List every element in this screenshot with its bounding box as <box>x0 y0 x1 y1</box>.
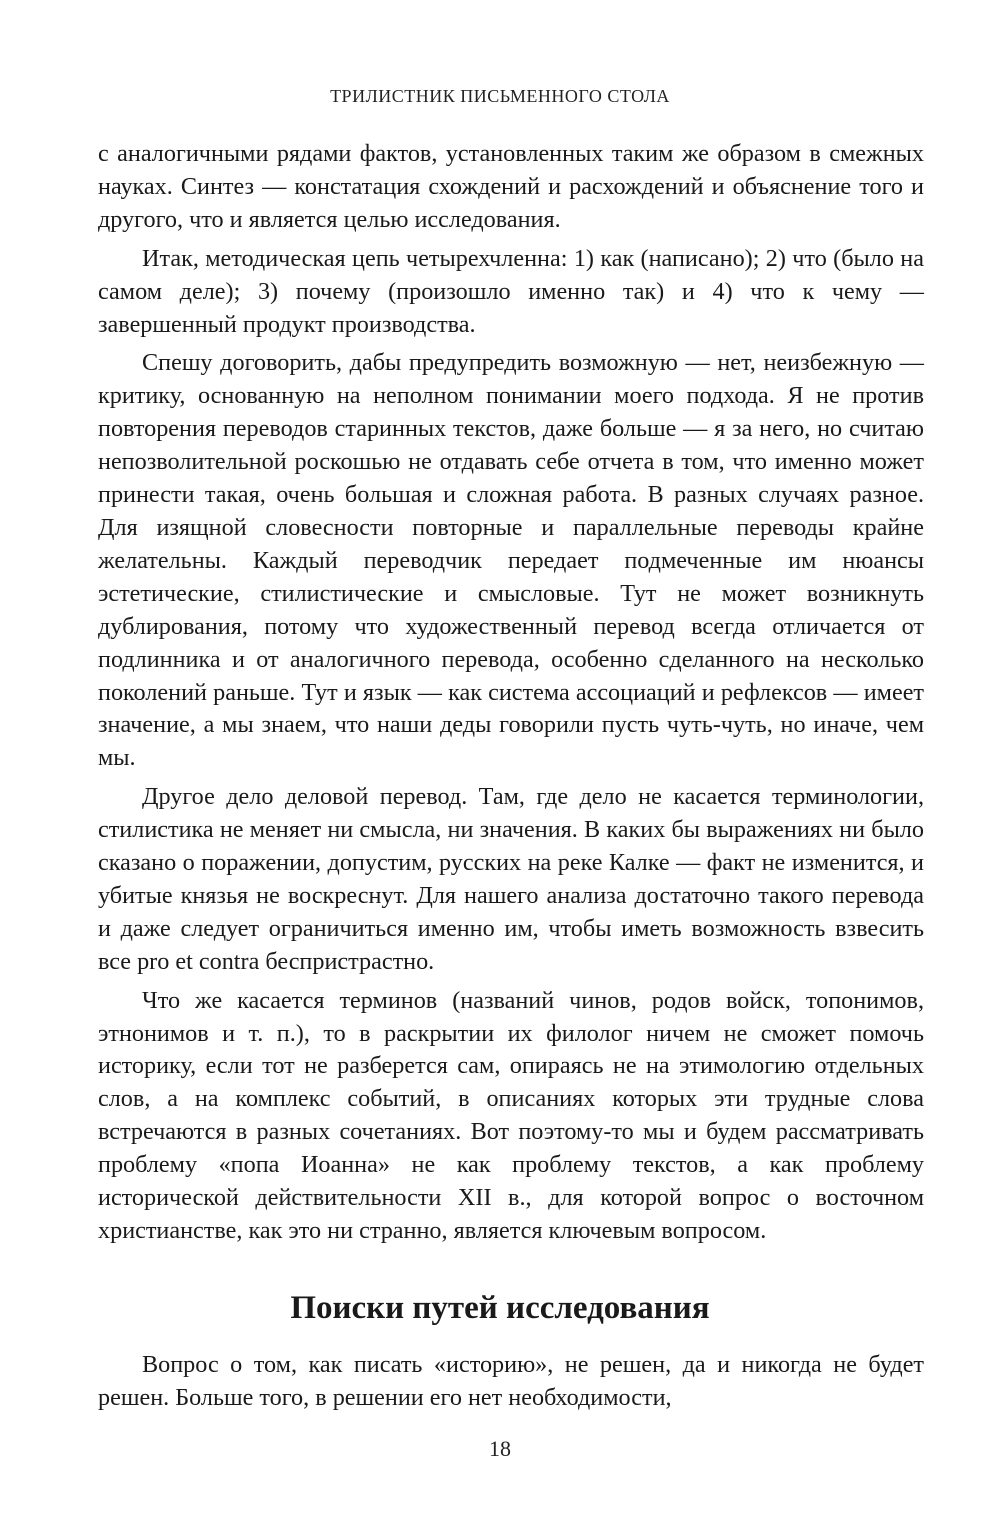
paragraph-terms: Что же касается терминов (названий чинов, родов войск, топонимов, этнонимов и т. п.), то в раскрытии их филолог ничем не сможет помочь историку, если тот не разберется сам, опираясь не на этимологию отдельных слов, а на комплекс событий, в описаниях которых эти трудные слова встречаются в разных сочетаниях. Вот поэтому-то мы и будем рассматривать проблему «попа Иоанна» не как проблему текстов, а как проблему исторической действительности XII в., для которой вопрос о восточном христианстве, как это ни странно, является ключевым вопросом. <box>98 986 924 1244</box>
paragraph-continuation: с аналогичными рядами фактов, установленных таким же образом в смежных науках. Синтез — констатация схождений и расхождений и объяснение того и другого, что и является целью исследования. <box>98 140 924 233</box>
section-paragraph: Вопрос о том, как писать «историю», не решен, да и никогда не будет решен. Больше того, в решении его нет необходимости, <box>98 1351 924 1411</box>
running-head: ТРИЛИСТНИК ПИСЬМЕННОГО СТОЛА <box>330 86 670 106</box>
paragraph-business-translation: Другое дело деловой перевод. Там, где дело не касается терминологии, стилистика не меняет ни смысла, ни значения. В каких бы выражениях ни было сказано о поражении, допустим, русских на реке Калке — факт не изменится, и убитые князья не воскреснут. Для нашего анализа достаточно такого перевода и даже следует ограничиться именно им, чтобы иметь возможность взвесить все pro et contra беспристрастно. <box>98 783 924 975</box>
main-text-block <box>98 138 924 1254</box>
section-heading: Поиски путей исследования <box>290 1290 710 1326</box>
section-text-block <box>98 1349 924 1415</box>
paragraph-translations: Спешу договорить, дабы предупредить возможную — нет, неизбежную — критику, основанную на неполном понимании моего подхода. Я не против повторения переводов старинных текстов, даже больше — я за него, но считаю непозволительной роскошью не отдавать себе отчета в том, что именно может принести такая, очень большая и сложная работа. В разных случаях разное. Для изящной словесности повторные и параллельные переводы крайне желательны. Каждый переводчик передает подмеченные им нюансы эстетические, стилистические и смысловые. Тут не может возникнуть дублирования, потому что художественный перевод всегда отличается от подлинника и от аналогичного перевода, особенно сделанного на несколько поколений раньше. Тут и язык — как система ассоциаций и рефлексов — имеет значение, а мы знаем, что наши деды говорили пусть чуть-чуть, но иначе, чем мы. <box>98 349 924 772</box>
page-number: 18 <box>489 1436 511 1461</box>
paragraph-method-chain: Итак, методическая цепь четырехчленна: 1) как (написано); 2) что (было на самом деле); 3) почему (произошло именно так) и 4) что к чему — завершенный продукт производства. <box>98 244 924 338</box>
